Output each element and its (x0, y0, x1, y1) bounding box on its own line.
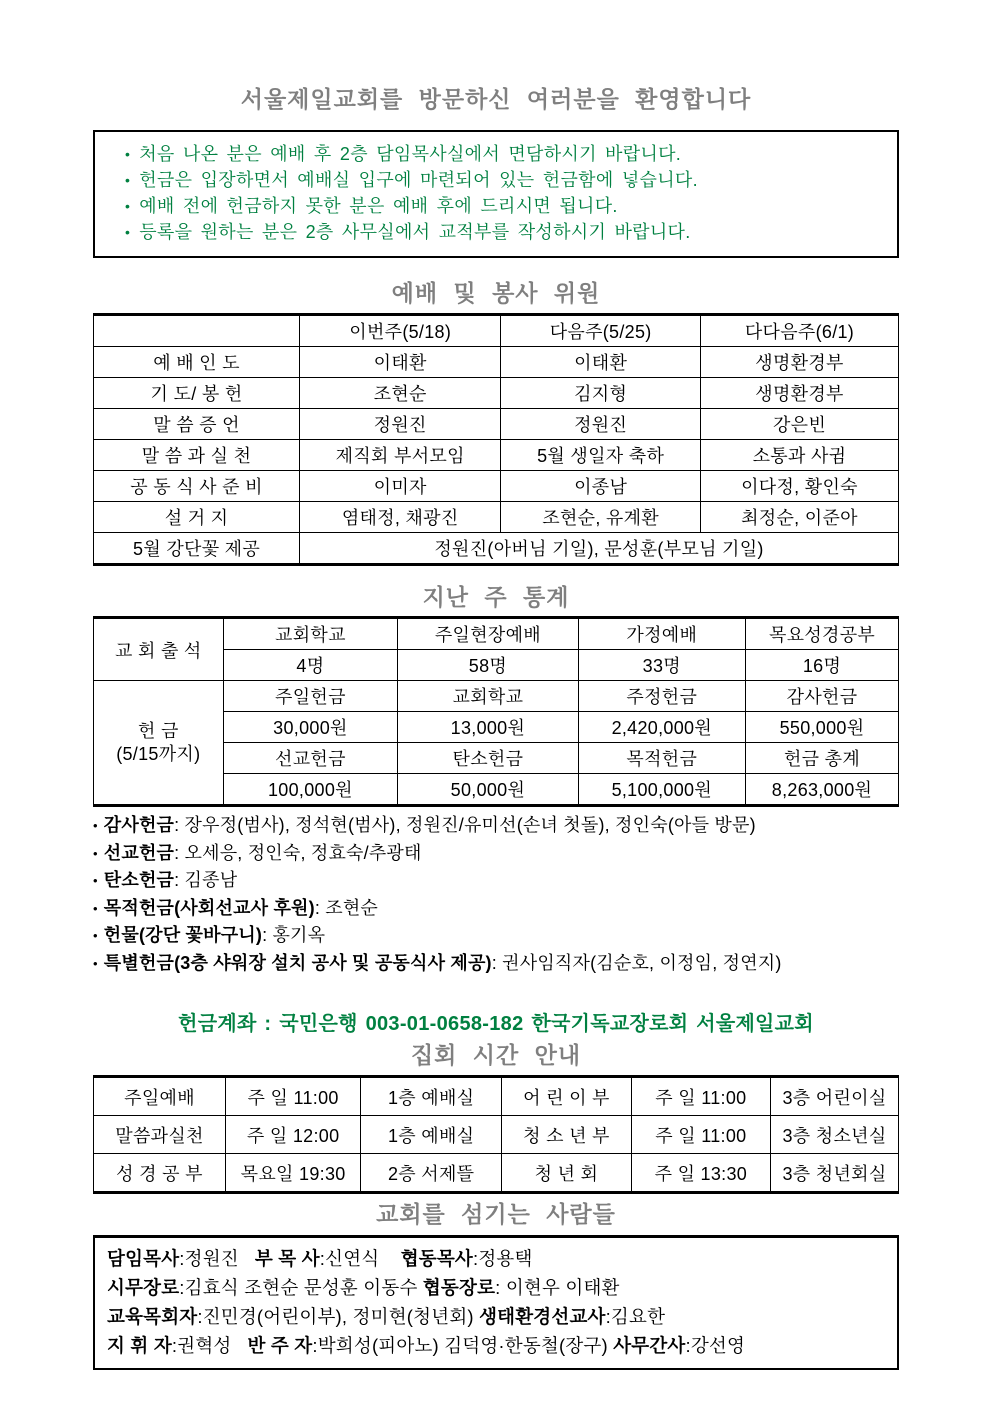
worship-cell: 조현순 (300, 378, 501, 409)
bullet-marker: • (93, 818, 98, 833)
worship-cell: 이태환 (300, 347, 501, 378)
offering-detail-label: 목적헌금(사회선교사 후원) (103, 897, 315, 918)
worship-row-label: 예 배 인 도 (94, 347, 300, 378)
offering-amount: 100,000원 (223, 774, 398, 806)
schedule-row (94, 1077, 899, 1116)
bullet-marker: • (93, 955, 98, 971)
schedule-cell: 성 경 공 부 (94, 1154, 226, 1193)
section-title-schedule: 집회 시간 안내 (410, 1042, 582, 1068)
schedule-cell: 주 일 12:00 (226, 1116, 361, 1154)
offering-details-list (93, 812, 899, 977)
worship-row-label: 공 동 식 사 준 비 (94, 471, 300, 502)
schedule-cell: 2층 서제뜰 (361, 1154, 502, 1193)
worship-table (93, 313, 899, 566)
worship-row-label: 5월 강단꽃 제공 (94, 533, 300, 565)
worship-row-label: 기 도/ 봉 헌 (94, 378, 300, 409)
worship-cell: 제직회 부서모임 (300, 440, 501, 471)
schedule-table-body (94, 1077, 899, 1193)
offering-detail-text: : 오세응, 정인숙, 정효숙/추광태 (174, 842, 422, 863)
worship-col-this-week: 이번주(5/18) (300, 315, 501, 347)
offering-amount: 2,420,000원 (578, 712, 745, 743)
offering-detail-text: : 권사임직자(김순호, 이정임, 정연지) (491, 952, 782, 973)
people-box (93, 1235, 899, 1370)
worship-cell: 이태환 (501, 347, 701, 378)
schedule-cell: 3층 청년회실 (770, 1154, 898, 1193)
schedule-cell: 청 소 년 부 (502, 1116, 632, 1154)
attendance-value: 16명 (746, 650, 899, 681)
section-title-people: 교회를 섬기는 사람들 (376, 1201, 616, 1227)
offering-detail-item (93, 812, 899, 840)
worship-col-next-week: 다음주(5/25) (501, 315, 701, 347)
section-title-stats: 지난 주 통계 (422, 584, 570, 610)
people-line: 교육목회자:진민경(어린이부), 정미현(청년회) 생태환경선교사:김요한 (107, 1306, 666, 1327)
worship-cell: 이미자 (300, 471, 501, 502)
offering-detail-text: : 김종남 (174, 870, 238, 890)
schedule-cell: 3층 어린이실 (770, 1077, 898, 1116)
attendance-label: 교 회 출 석 (94, 618, 224, 681)
worship-row-label: 설 거 지 (94, 502, 300, 533)
worship-cell: 이다정, 황인숙 (700, 471, 898, 502)
schedule-row (94, 1154, 899, 1193)
bullet-marker: • (125, 146, 131, 162)
offering-detail-text: : 장우정(범사), 정석현(범사), 정원진/유미선(손녀 첫돌), 정인숙(아들 방문) (174, 815, 756, 835)
schedule-cell: 어 린 이 부 (502, 1077, 632, 1116)
welcome-list (125, 141, 883, 245)
offering-detail-item (93, 840, 899, 868)
schedule-cell: 주일예배 (94, 1077, 226, 1116)
welcome-box (93, 130, 899, 258)
attendance-value: 4명 (223, 650, 398, 681)
schedule-row (94, 1116, 899, 1154)
worship-row-label: 말 씀 증 언 (94, 409, 300, 440)
worship-cell: 5월 생일자 축하 (501, 440, 701, 471)
offering-detail-label: 헌물(강단 꽃바구니) (103, 925, 263, 945)
worship-col-week-after: 다다음주(6/1) (700, 315, 898, 347)
offering-detail-label: 특별헌금(3층 샤워장 설치 공사 및 공동식사 제공) (103, 952, 492, 973)
worship-row (94, 347, 899, 378)
schedule-cell: 주 일 13:30 (631, 1154, 770, 1193)
offering-detail-text: : 조현순 (314, 897, 378, 918)
offering-detail-item (93, 922, 899, 950)
worship-cell: 소통과 사귐 (700, 440, 898, 471)
stats-table (93, 616, 899, 807)
offering-type: 교회학교 (398, 681, 578, 712)
worship-cell: 김지형 (501, 378, 701, 409)
section-title-worship: 예배 및 봉사 위원 (391, 280, 601, 306)
offering-amount: 30,000원 (223, 712, 398, 743)
schedule-cell: 3층 청소년실 (770, 1116, 898, 1154)
offering-amount: 13,000원 (398, 712, 578, 743)
offering-total-amount: 8,263,000원 (746, 774, 899, 806)
worship-header-row (94, 315, 899, 347)
worship-row (94, 440, 899, 471)
worship-cell: 생명환경부 (700, 378, 898, 409)
offering-detail-label: 감사헌금 (103, 815, 175, 835)
bullet-marker: • (93, 845, 98, 861)
schedule-cell: 말씀과실천 (94, 1116, 226, 1154)
worship-cell: 조현순, 유계환 (501, 502, 701, 533)
worship-cell: 정원진 (300, 409, 501, 440)
schedule-cell: 1층 예배실 (361, 1077, 502, 1116)
worship-row (94, 502, 899, 533)
offering-type: 선교헌금 (223, 743, 398, 774)
offering-amount: 550,000원 (746, 712, 899, 743)
worship-merged-cell: 정원진(아버님 기일), 문성훈(부모님 기일) (300, 533, 899, 565)
page-title: 서울제일교회를 방문하신 여러분을 환영합니다 (240, 86, 752, 112)
bullet-marker: • (93, 900, 98, 916)
schedule-cell: 목요일 19:30 (226, 1154, 361, 1193)
offering-type: 주일헌금 (223, 681, 398, 712)
offering-type: 주정헌금 (578, 681, 745, 712)
offering-type: 감사헌금 (746, 681, 899, 712)
bulletin-content (93, 84, 899, 1370)
worship-cell: 정원진 (501, 409, 701, 440)
offering-detail-text: : 홍기옥 (262, 925, 326, 945)
attendance-value: 33명 (578, 650, 745, 681)
worship-row (94, 409, 899, 440)
attendance-col: 주일현장예배 (398, 618, 578, 650)
welcome-note: • 예배 전에 헌금하지 못한 분은 예배 후에 드리시면 됩니다. (125, 196, 618, 216)
worship-cell: 염태정, 채광진 (300, 502, 501, 533)
offering-amount: 50,000원 (398, 774, 578, 806)
schedule-cell: 주 일 11:00 (631, 1116, 770, 1154)
people-line: 담임목사:정원진 부 목 사:신연식 협동목사:정용택 (107, 1248, 533, 1269)
worship-cell: 이종남 (501, 471, 701, 502)
empty-header-cell (94, 315, 300, 347)
worship-row-label: 말 씀 과 실 천 (94, 440, 300, 471)
welcome-note: • 등록을 원하는 분은 2층 사무실에서 교적부를 작성하시기 바랍니다. (125, 222, 691, 242)
attendance-header-row (94, 618, 899, 650)
worship-cell: 강은빈 (700, 409, 898, 440)
worship-table-body (94, 347, 899, 565)
offering-detail-item (93, 867, 899, 895)
bullet-marker: • (93, 928, 98, 943)
welcome-note: • 헌금은 입장하면서 예배실 입구에 마련되어 있는 헌금함에 넣습니다. (125, 170, 698, 190)
offering-label: 헌 금 (5/15까지) (94, 681, 224, 806)
offering-total-label: 헌금 총계 (746, 743, 899, 774)
welcome-note: • 처음 나온 분은 예배 후 2층 담임목사실에서 면담하시기 바랍니다. (125, 144, 682, 164)
bullet-marker: • (125, 172, 131, 188)
bullet-marker: • (125, 224, 131, 240)
offering-labels-row-1 (94, 681, 899, 712)
worship-row (94, 533, 899, 565)
offering-type: 탄소헌금 (398, 743, 578, 774)
schedule-cell: 주 일 11:00 (631, 1077, 770, 1116)
offering-detail-item (93, 895, 899, 923)
worship-row (94, 378, 899, 409)
offering-type: 목적헌금 (578, 743, 745, 774)
offering-detail-label: 탄소헌금 (103, 870, 175, 890)
schedule-table (93, 1075, 899, 1194)
offering-detail-item (93, 950, 899, 978)
people-line: 지 휘 자:권혁성 반 주 자:박희성(피아노) 김덕영·한동철(장구) 사무간사:강선영 (107, 1335, 746, 1356)
schedule-cell: 1층 예배실 (361, 1116, 502, 1154)
worship-row (94, 471, 899, 502)
offering-amount: 5,100,000원 (578, 774, 745, 806)
attendance-col: 목요성경공부 (746, 618, 899, 650)
bullet-marker: • (125, 198, 131, 214)
donation-account-line: 헌금계좌 : 국민은행 003-01-0658-182 한국기독교장로회 서울제일교회 (178, 1013, 814, 1035)
worship-cell: 생명환경부 (700, 347, 898, 378)
schedule-cell: 주 일 11:00 (226, 1077, 361, 1116)
worship-cell: 최정순, 이준아 (700, 502, 898, 533)
offering-detail-label: 선교헌금 (103, 842, 175, 863)
attendance-col: 교회학교 (223, 618, 398, 650)
attendance-value: 58명 (398, 650, 578, 681)
attendance-col: 가정예배 (578, 618, 745, 650)
people-line: 시무장로:김효식 조현순 문성훈 이동수 협동장로: 이현우 이태환 (107, 1277, 620, 1298)
bullet-marker: • (93, 873, 98, 888)
schedule-cell: 청 년 회 (502, 1154, 632, 1193)
